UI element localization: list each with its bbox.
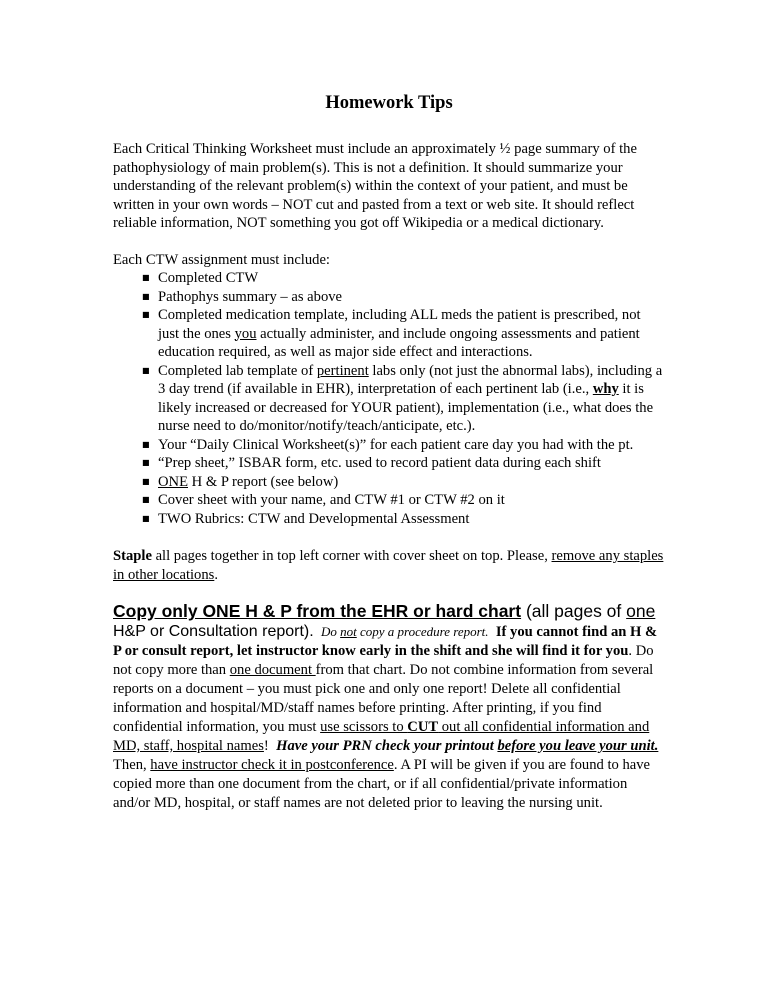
document-page [113, 92, 665, 813]
list-item: ■ Pathophys summary – as above [142, 288, 343, 305]
list-item: ■ Completed lab template of pertinent labs only (not just the abnormal labs), including a 3 day trend (if available in EHR), interpretation of each pertinent lab (i.e., why it is likely increased or decreased for YOUR patient), implementation (i.e., what does the nurse need to do/monitor/notify/teach/anticipate, etc.). [142, 362, 663, 434]
square-bullet-icon: ■ [142, 291, 150, 301]
square-bullet-icon: ■ [142, 513, 150, 523]
square-bullet-icon: ■ [142, 476, 150, 486]
list-item: ■ TWO Rubrics: CTW and Developmental Assessment [142, 510, 470, 527]
page-title: Homework Tips [325, 93, 453, 113]
copy-hp-body: H&P or Consultation report). Do not copy a procedure report. If you cannot find an H & P or consult report, let instructor know early in the shift and she will find it for you. Do not copy more than one document from that chart. Do not combine information from several reports on a document – you must pick one and only one report! Delete all confidential information and hospital/MD/staff names before printing. After printing, if you find confidential information, you must use scissors to CUT out all confidential information and MD, staff, hospital names! Have your PRN check your printout before you leave your unit. Then, have instructor check it in postconference. A PI will be given if you are found to have copied more than one document from the chart, or if all confidential/private information and/or MD, hospital, or staff names are not deleted prior to leaving the nursing unit. [113, 623, 659, 811]
intro-paragraph: Each Critical Thinking Worksheet must include an approximately ½ page summary of the pathophysiology of main problem(s). This is not a definition. It should summarize your understanding of the relevant problem(s) within the context of your patient, and must be written in your own words – NOT cut and pasted from a text or web site. It should reflect reliable information, NOT something you got off Wikipedia or a medical dictionary. [113, 141, 637, 231]
square-bullet-icon: ■ [142, 495, 150, 504]
staple-instructions: Staple all pages together in top left corner with cover sheet on top. Please, remove any staples in other locations. [113, 548, 664, 583]
copy-hp-section [113, 600, 665, 813]
ctw-requirements-list [113, 269, 665, 528]
list-item: ■ “Prep sheet,” ISBAR form, etc. used to record patient data during each shift [142, 455, 601, 471]
copy-hp-heading: Copy only ONE H & P from the EHR or hard chart (all pages of one [113, 601, 656, 621]
square-bullet-icon: ■ [142, 273, 150, 282]
list-item: ■ Completed medication template, including ALL meds the patient is prescribed, not just the ones you actually administer, and include ongoing assessments and patient education required, as well as major side effect and interactions. [142, 307, 641, 360]
list-item: ■ Completed CTW [142, 270, 259, 286]
square-bullet-icon: ■ [142, 439, 150, 449]
square-bullet-icon: ■ [142, 310, 150, 319]
ctw-requirements-intro: Each CTW assignment must include: [113, 251, 330, 268]
list-item: ■ Your “Daily Clinical Worksheet(s)” for each patient care day you had with the pt. [142, 436, 634, 453]
list-item: ■ Cover sheet with your name, and CTW #1 or CTW #2 on it [142, 492, 505, 508]
square-bullet-icon: ■ [142, 365, 150, 375]
square-bullet-icon: ■ [142, 458, 150, 467]
list-item: ■ ONE H & P report (see below) [142, 473, 339, 490]
